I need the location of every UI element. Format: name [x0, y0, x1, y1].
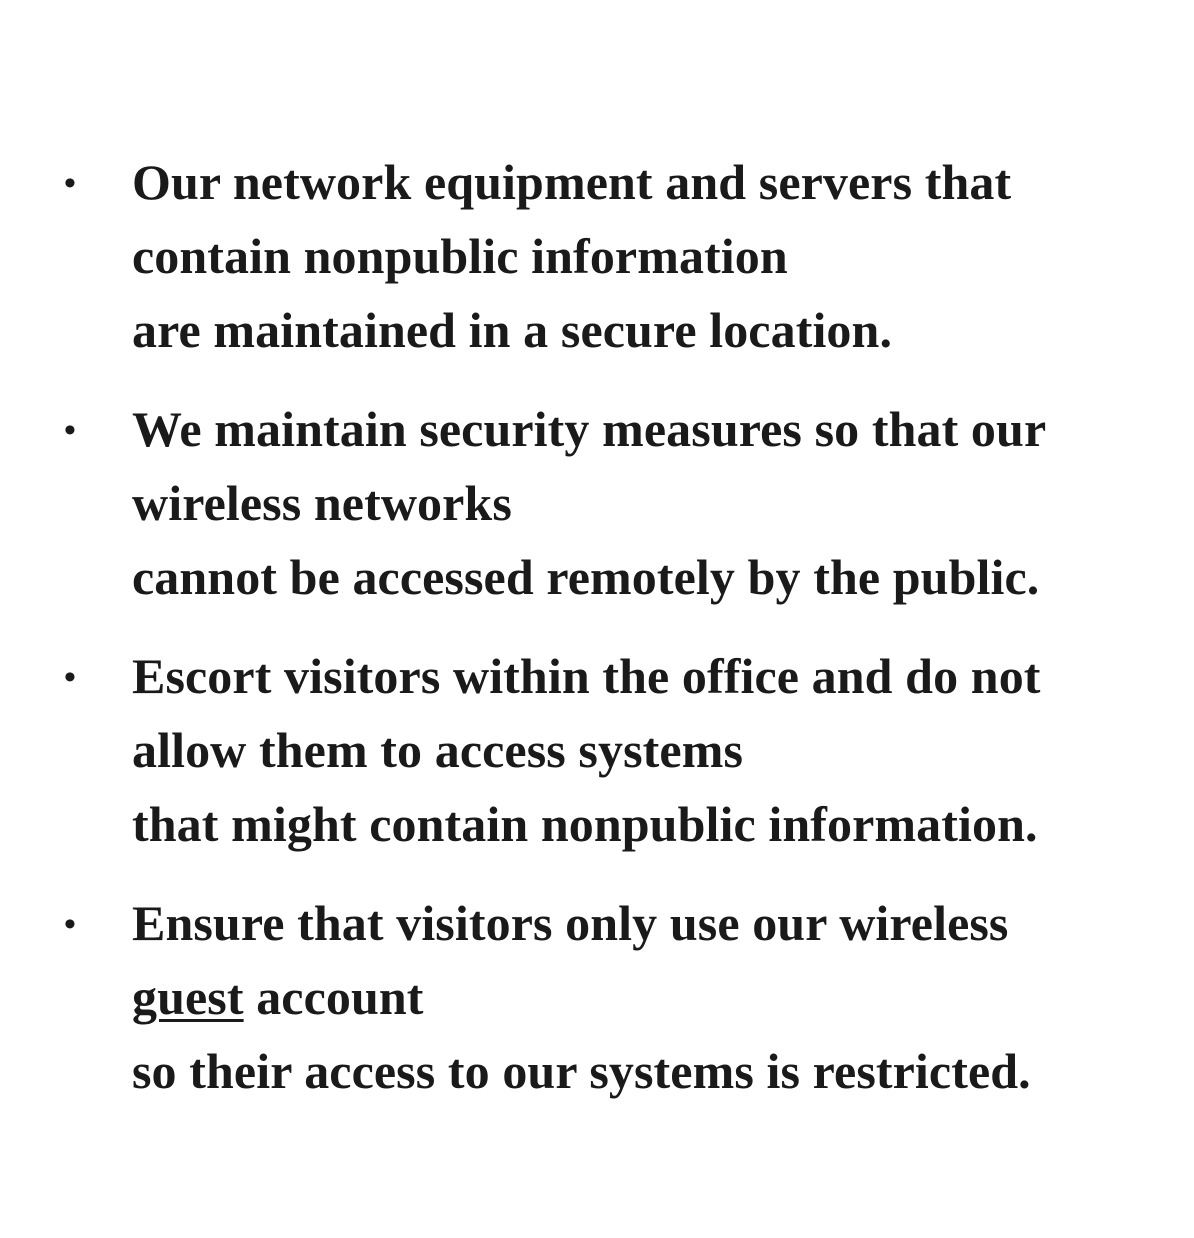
- bullet-line: wireless networks: [132, 475, 512, 531]
- bullet-marker: •: [64, 906, 76, 943]
- bullet-line: Ensure that visitors only use our wireless: [132, 895, 1009, 951]
- bullet-marker: •: [64, 165, 76, 202]
- bullet-marker: •: [64, 659, 76, 696]
- bullet-line: We maintain security measures so that our: [132, 401, 1047, 457]
- bullet-line: Our network equipment and servers that: [132, 154, 1012, 210]
- bullet-marker: •: [64, 412, 76, 449]
- bullet-line: allow them to access systems: [132, 722, 744, 778]
- bullet-line: are maintained in a secure location.: [132, 302, 893, 358]
- bullet-line: cannot be accessed remotely by the public.: [132, 549, 1040, 605]
- bullet-line: so their access to our systems is restricted.: [132, 1043, 1031, 1099]
- bullet-line-guest-account: [132, 969, 424, 1025]
- guest-underlined-word: guest: [132, 969, 244, 1025]
- bullet-line: Escort visitors within the office and do not: [132, 648, 1041, 704]
- bullet-line: that might contain nonpublic information.: [132, 796, 1038, 852]
- account-word: account: [243, 969, 424, 1025]
- bullet-line: contain nonpublic information: [132, 228, 788, 284]
